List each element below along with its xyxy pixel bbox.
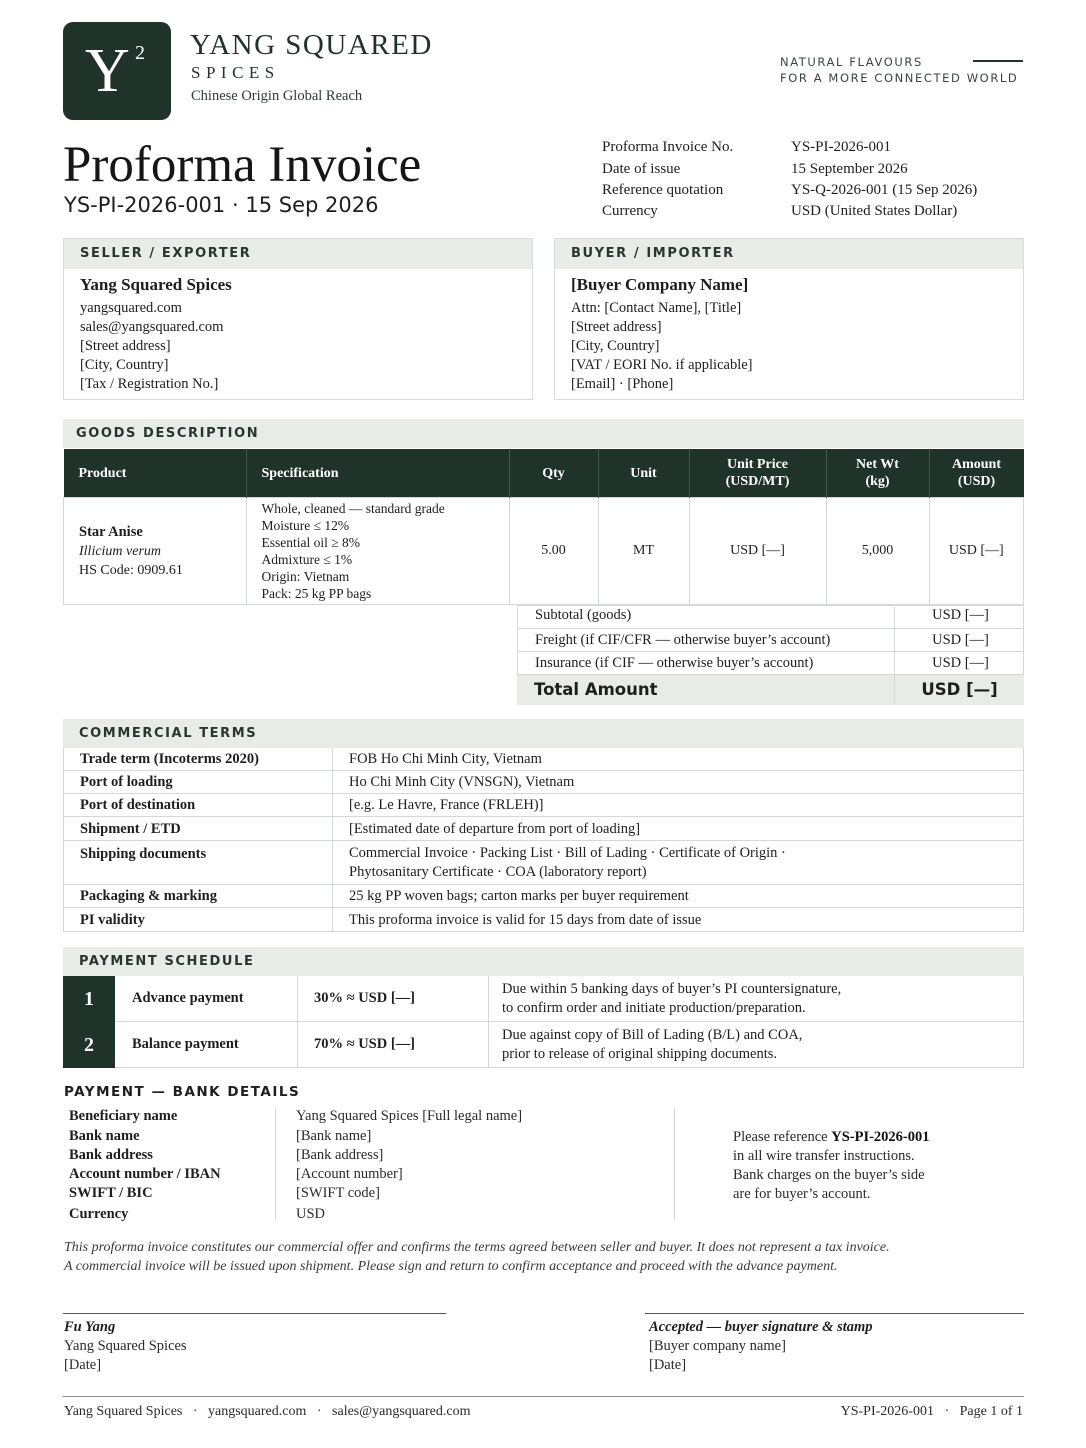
meta-value: YS-PI-2026-001: [791, 139, 891, 155]
payment-step-number: 2: [63, 1022, 115, 1068]
bank-note-line: in all wire transfer instructions.: [733, 1148, 915, 1164]
term-label: Port of loading: [80, 774, 173, 790]
spec-line: Origin: Vietnam: [261, 569, 350, 584]
spec-line: Admixture ≤ 1%: [261, 552, 353, 567]
col-unit-price: [689, 449, 826, 498]
disclaimer-line: This proforma invoice constitutes our commercial offer and confirms the terms agreed between seller and buyer. It does not represent a tax invoice.: [64, 1240, 890, 1255]
subtitle-invoice-no: YS-PI-2026-001: [64, 193, 226, 217]
bank-label: SWIFT / BIC: [69, 1185, 153, 1201]
bank-label: Currency: [69, 1206, 129, 1222]
brand-name: YANG SQUARED: [190, 29, 433, 61]
term-value-line2: Phytosanitary Certificate · COA (laboratory report): [349, 864, 647, 880]
meta-value: USD (United States Dollar): [791, 203, 958, 219]
payment-row-balance: [63, 1022, 1024, 1068]
col-qty: Qty: [509, 449, 598, 498]
goods-header: GOODS DESCRIPTION: [63, 419, 1024, 448]
buyer-signature-block: [649, 1318, 873, 1375]
bank-note-reference: YS-PI-2026-001: [831, 1129, 930, 1145]
subtotal-row: [517, 607, 1024, 629]
buyer-line: [Street address]: [571, 319, 662, 335]
seller-box: [63, 238, 533, 400]
goods-header-row: [64, 449, 1024, 498]
product-name: Star Anise: [79, 523, 143, 540]
col-net-wt-line1: Net Wt: [856, 457, 899, 472]
logo-superscript: 2: [135, 42, 145, 64]
seller-line: [Tax / Registration No.]: [80, 376, 219, 392]
subtotal-value: USD [—]: [932, 607, 989, 623]
buyer-details: [571, 299, 752, 394]
slogan: [780, 54, 1018, 86]
seller-line: sales@yangsquared.com: [80, 319, 224, 335]
payment-percentage: 30% ≈ USD [—]: [314, 990, 415, 1006]
disclaimer: [64, 1238, 890, 1276]
term-value: [e.g. Le Havre, France (FRLEH)]: [349, 797, 544, 813]
seller-line: [City, Country]: [80, 357, 169, 373]
term-row-shipment: [63, 817, 1024, 841]
col-unit-price-line1: Unit Price: [726, 457, 789, 472]
bank-value: [Bank name]: [296, 1128, 372, 1144]
total-amount-value: USD [—]: [921, 680, 998, 699]
product-hs-code: HS Code: 0909.61: [79, 562, 183, 578]
specification-cell: [246, 498, 509, 605]
spec-line: Essential oil ≥ 8%: [261, 535, 361, 550]
freight-label: Freight (if CIF/CFR — otherwise buyer’s account): [535, 632, 831, 648]
disclaimer-line: A commercial invoice will be issued upon shipment. Please sign and return to confirm acceptance and proceed with the advance payment.: [64, 1259, 838, 1274]
bank-label: Bank name: [69, 1128, 140, 1144]
total-amount-row: [517, 675, 1024, 705]
payment-due-line2: prior to release of original shipping documents.: [502, 1046, 778, 1062]
payment-label: Balance payment: [132, 1036, 239, 1052]
bank-note-line: are for buyer’s account.: [733, 1186, 871, 1202]
payment-due-line2: to confirm order and initiate production/preparation.: [502, 1000, 806, 1016]
logo-letter: Y: [85, 37, 130, 105]
totals-column-divider: [894, 607, 895, 705]
unit-cell: MT: [598, 498, 689, 605]
payment-due-line1: Due against copy of Bill of Lading (B/L) and COA,: [502, 1027, 803, 1043]
col-net-wt: [826, 449, 929, 498]
seller-details: [80, 299, 223, 394]
buyer-signature-date: [Date]: [649, 1357, 687, 1373]
bank-note-line: Bank charges on the buyer’s side: [733, 1167, 925, 1183]
payment-step-number: 1: [63, 976, 115, 1022]
bank-value: [Account number]: [296, 1166, 403, 1182]
col-specification: Specification: [246, 449, 509, 498]
meta-value: YS-Q-2026-001 (15 Sep 2026): [791, 182, 978, 198]
spec-line: Pack: 25 kg PP bags: [261, 586, 372, 601]
term-label: Port of destination: [80, 797, 196, 813]
product-latin: Illicium verum: [79, 543, 162, 559]
seller-name: Yang Squared Spices: [80, 275, 232, 294]
buyer-line: [VAT / EORI No. if applicable]: [571, 357, 753, 373]
page-subtitle: [64, 193, 378, 217]
term-label: Packaging & marking: [80, 888, 217, 904]
bank-value: [SWIFT code]: [296, 1185, 380, 1201]
col-product: Product: [64, 449, 247, 498]
term-row-port-destination: [63, 794, 1024, 817]
meta-label: Currency: [602, 203, 658, 219]
col-unit-price-line2: (USD/MT): [725, 474, 790, 489]
bank-value: Yang Squared Spices [Full legal name]: [296, 1108, 523, 1124]
bank-label: Bank address: [69, 1147, 153, 1163]
term-value: FOB Ho Chi Minh City, Vietnam: [349, 751, 542, 767]
meta-label: Reference quotation: [602, 182, 724, 198]
buyer-acceptance-title: Accepted — buyer signature & stamp: [649, 1319, 873, 1335]
company-logo: [63, 22, 171, 120]
seller-header: SELLER / EXPORTER: [64, 239, 532, 269]
net-wt-cell: 5,000: [826, 498, 929, 605]
payment-due-line1: Due within 5 banking days of buyer’s PI countersignature,: [502, 981, 842, 997]
payment-due: [502, 1026, 802, 1064]
term-label: PI validity: [80, 912, 145, 928]
payment-schedule-header: PAYMENT SCHEDULE: [63, 947, 1024, 976]
page-title: Proforma Invoice: [63, 137, 422, 193]
qty-cell: 5.00: [509, 498, 598, 605]
meta-invoice-no: [602, 139, 1032, 160]
goods-table: [63, 449, 1024, 605]
bank-label: Beneficiary name: [69, 1108, 178, 1124]
freight-row: [517, 629, 1024, 652]
payment-due: [502, 980, 841, 1018]
term-label: Shipping documents: [80, 846, 207, 862]
totals-divider: [517, 605, 1024, 606]
payment-row-advance: [63, 976, 1024, 1022]
freight-value: USD [—]: [932, 632, 989, 648]
term-label: Trade term (Incoterms 2020): [80, 751, 259, 767]
amount-cell: USD [—]: [929, 498, 1024, 605]
insurance-value: USD [—]: [932, 655, 989, 671]
insurance-row: [517, 652, 1024, 675]
insurance-label: Insurance (if CIF — otherwise buyer’s account): [535, 655, 814, 671]
col-net-wt-line2: (kg): [865, 474, 890, 489]
footer-company-info: Yang Squared Spices · yangsquared.com · sales@yangsquared.com: [64, 1404, 471, 1419]
slogan-line-1: NATURAL FLAVOURS: [780, 55, 923, 69]
spec-line: Moisture ≤ 12%: [261, 518, 350, 533]
slogan-line-2: FOR A MORE CONNECTED WORLD: [780, 71, 1019, 85]
brand-tagline: Chinese Origin Global Reach: [191, 88, 363, 104]
term-value: 25 kg PP woven bags; carton marks per buyer requirement: [349, 888, 689, 904]
buyer-signature-line: [645, 1313, 1024, 1314]
table-row: [64, 498, 1024, 605]
meta-label: Proforma Invoice No.: [602, 139, 734, 155]
col-unit: Unit: [598, 449, 689, 498]
unit-price-cell: USD [—]: [689, 498, 826, 605]
bank-details-title: PAYMENT — BANK DETAILS: [64, 1084, 301, 1100]
subtitle-separator: ·: [231, 193, 239, 217]
payment-label: Advance payment: [132, 990, 244, 1006]
bank-divider: [674, 1108, 675, 1220]
seller-line: yangsquared.com: [80, 300, 182, 316]
total-amount-label: Total Amount: [534, 680, 658, 699]
meta-reference: [602, 182, 1032, 203]
seller-signatory-company: Yang Squared Spices: [64, 1338, 187, 1354]
payment-percentage: 70% ≈ USD [—]: [314, 1036, 415, 1052]
brand-sub: SPICES: [191, 63, 280, 82]
footer-divider: [63, 1396, 1024, 1397]
buyer-header: BUYER / IMPORTER: [555, 239, 1023, 269]
seller-line: [Street address]: [80, 338, 171, 354]
buyer-box: [554, 238, 1024, 400]
term-row-packaging: [63, 885, 1024, 908]
spec-line: Whole, cleaned — standard grade: [261, 501, 445, 516]
buyer-signatory-company: [Buyer company name]: [649, 1338, 786, 1354]
meta-value: 15 September 2026: [791, 161, 908, 177]
term-value: Ho Chi Minh City (VNSGN), Vietnam: [349, 774, 575, 790]
meta-date: [602, 161, 1032, 182]
product-cell: [64, 498, 247, 605]
buyer-line: [Email] · [Phone]: [571, 376, 674, 392]
seller-signature-block: [64, 1318, 187, 1375]
term-value-line1: Commercial Invoice · Packing List · Bill of Lading · Certificate of Origin ·: [349, 845, 786, 861]
seller-signature-date: [Date]: [64, 1357, 102, 1373]
subtotal-label: Subtotal (goods): [535, 607, 632, 623]
col-amount: [929, 449, 1024, 498]
bank-value: USD: [296, 1206, 326, 1222]
bank-note-prefix: Please reference: [733, 1129, 828, 1145]
term-value: This proforma invoice is valid for 15 days from date of issue: [349, 912, 702, 928]
bank-reference-note: [733, 1128, 930, 1204]
col-amount-line2: (USD): [957, 474, 996, 489]
term-value: [Estimated date of departure from port of loading]: [349, 821, 641, 837]
bank-value: [Bank address]: [296, 1147, 384, 1163]
meta-currency: [602, 203, 1032, 224]
bank-label: Account number / IBAN: [69, 1166, 221, 1182]
seller-signatory-name: Fu Yang: [64, 1319, 116, 1335]
buyer-line: [City, Country]: [571, 338, 660, 354]
buyer-name: [Buyer Company Name]: [571, 275, 749, 294]
buyer-line: Attn: [Contact Name], [Title]: [571, 300, 742, 316]
meta-label: Date of issue: [602, 161, 681, 177]
term-row-validity: [63, 908, 1024, 932]
terms-header: COMMERCIAL TERMS: [63, 719, 1024, 748]
term-row-shipping-documents: [63, 841, 1024, 885]
term-label: Shipment / ETD: [80, 821, 181, 837]
subtitle-date: 15 Sep 2026: [245, 193, 379, 217]
bank-divider: [275, 1108, 276, 1220]
footer-page-info: YS-PI-2026-001 · Page 1 of 1: [840, 1404, 1023, 1419]
seller-signature-line: [63, 1313, 446, 1314]
term-row-incoterms: [63, 748, 1024, 771]
term-value: [349, 844, 786, 882]
term-row-port-loading: [63, 771, 1024, 794]
col-amount-line1: Amount: [951, 457, 1001, 472]
